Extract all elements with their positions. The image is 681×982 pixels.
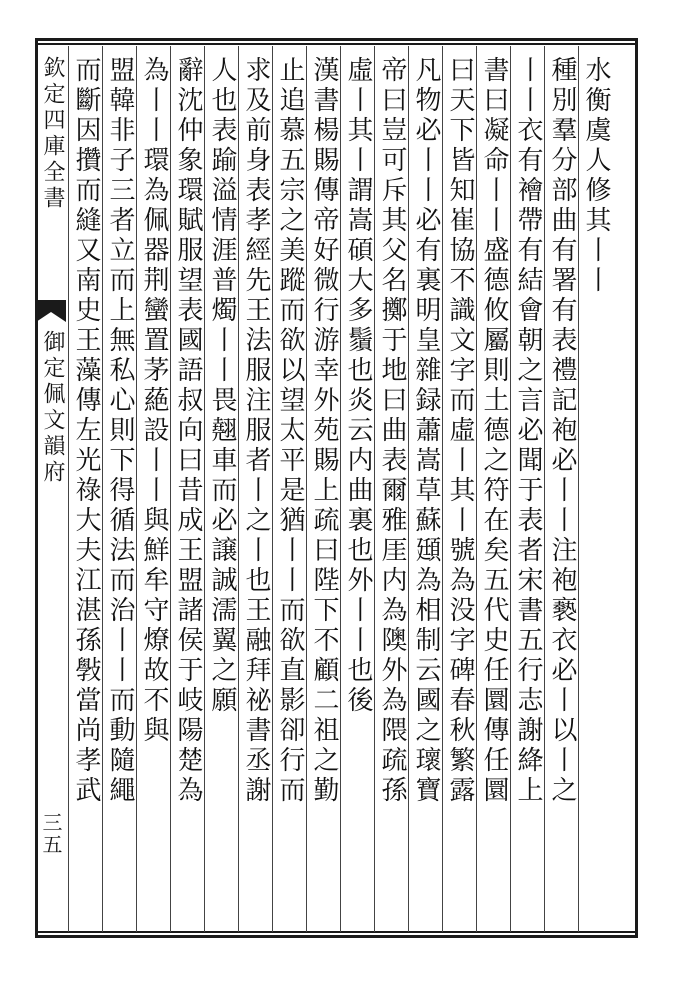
text-column: 丨丨衣有襘帶有結會朝之言必聞于表者宋書五行志謝絳上 [513,56,543,806]
text-column: 漢書楊賜傳帝好微行游幸外苑賜上疏曰陛下不顧二祖之勤 [309,56,339,806]
bottom-inner-rule [35,931,638,933]
top-inner-rule [35,43,638,45]
text-column: 種別羣分部曲有署有表禮記袍必丨丨注袍褻衣必丨以丨之 [547,56,577,806]
text-column: 凡物必丨丨必有裏明皇雜録蕭嵩草蘇頲為相制云國之瓌寶 [411,56,441,806]
text-column: 書曰凝命丨丨盛德攸屬則土德之符在矣五代史任圜傳任圜 [479,56,509,806]
book-name-header: 御定佩文韻府 [40,330,65,486]
text-column: 止追慕五宗之美蹤而欲以望太平是猶丨丨而欲直影卻行而 [275,56,305,806]
text-column: 為丨丨環為佩器荆蠻置茅蕝設丨丨與鮮牟守燎故不與 [139,56,169,746]
book-title-header: 欽定四庫全書 [40,56,65,212]
text-column: 虛丨其丨謂嵩碩大多鬚也炎云内曲裏也外丨丨也後 [343,56,373,716]
text-column: 水衡虞人修其丨丨 [581,56,611,296]
text-column: 盟韓非子三者立而上無私心則下得循法而治丨丨而動隨繩 [105,56,135,806]
fish-tail-mark-icon [36,300,66,322]
text-column: 人也表踰溢情涯普燭丨丨畏翹車而必譲誠濡翼之願 [207,56,237,716]
text-column: 曰天下皆知崔協不識文字而虛丨其丨號為没字碑春秋繁露 [445,56,475,806]
text-column: 求及前身表孝經先王法服注服者丨之丨也王融拜祕書丞謝 [241,56,271,806]
text-column: 辭沈仲象環賦服望表國語叔向曰昔成王盟諸侯于岐陽楚為 [173,56,203,806]
text-column: 而斷因攢而縫又南史王藻傳左光祿大夫江湛孫斅當尚孝武 [71,56,101,806]
page-number: 三五 [39,812,63,856]
text-column: 帝曰豈可斥其父名擲于地曰曲表爾雅厓内為隩外為隈疏孫 [377,56,407,806]
